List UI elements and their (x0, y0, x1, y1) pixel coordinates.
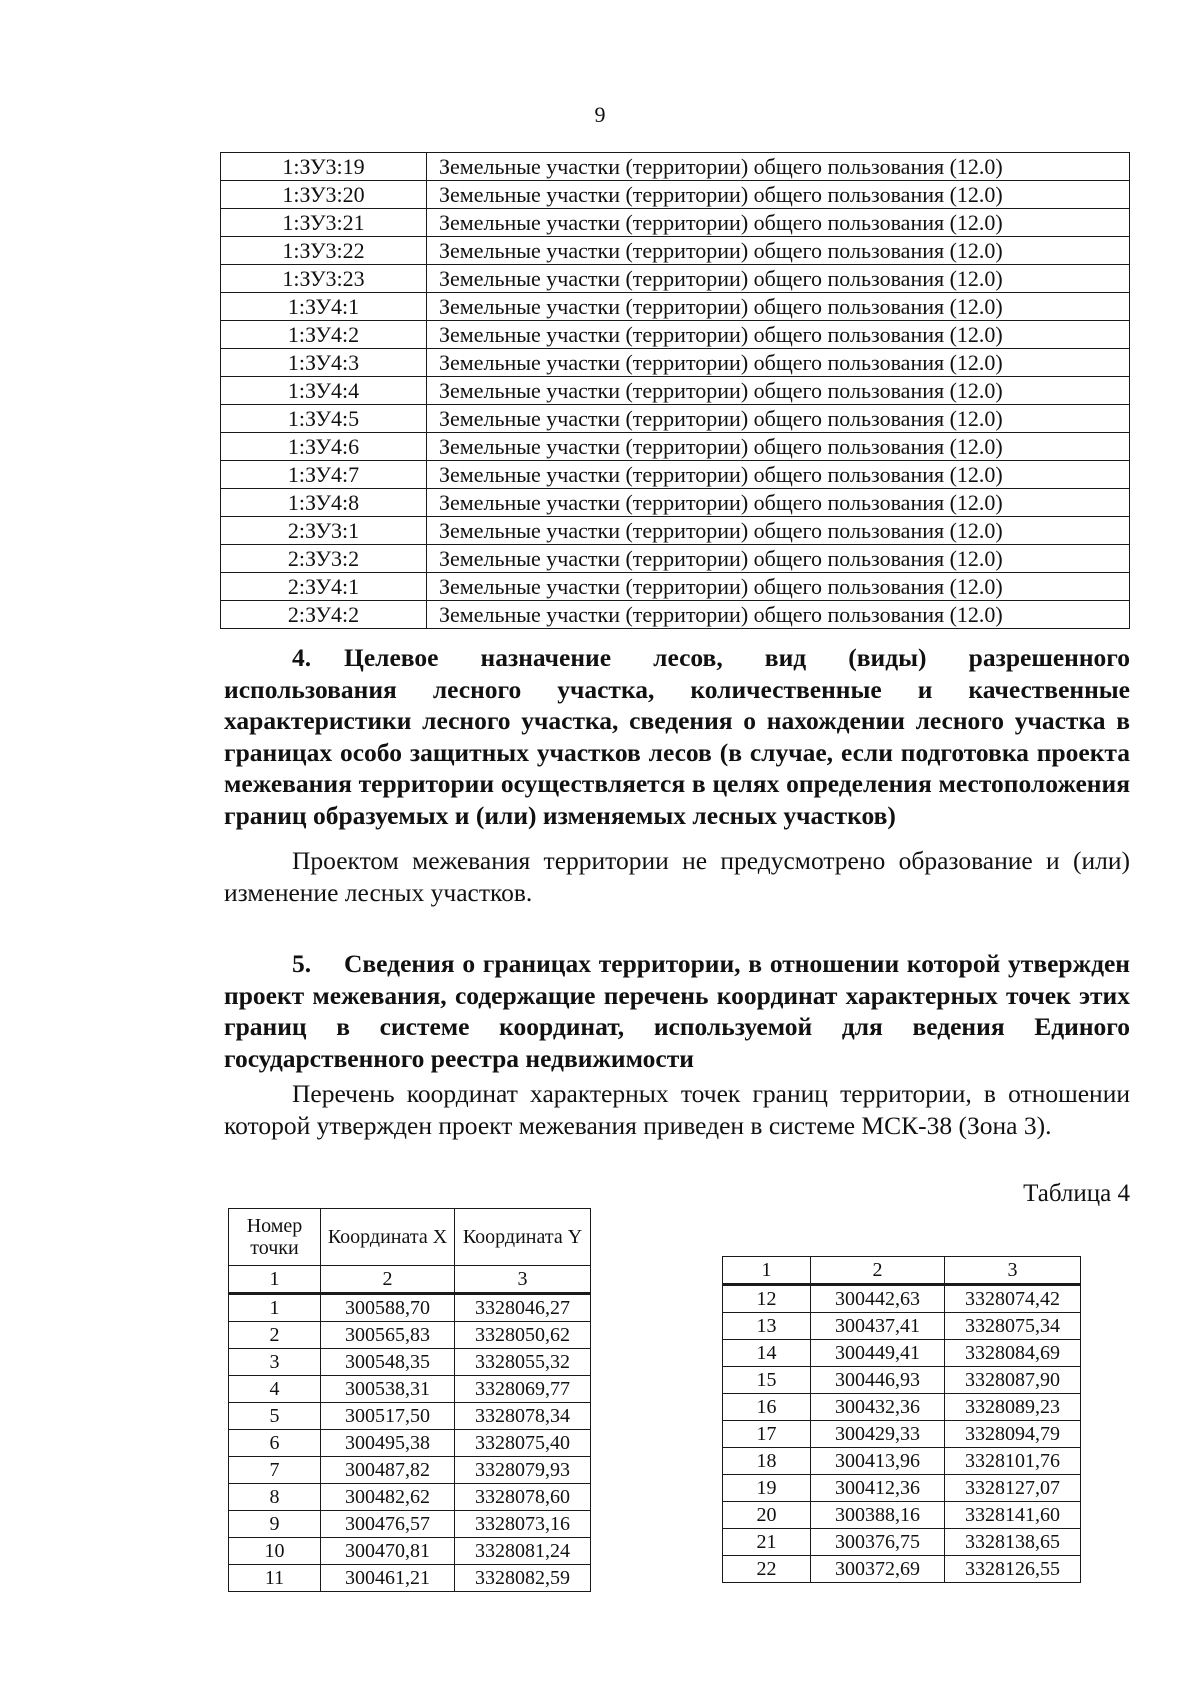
parcel-code: 1:ЗУ4:1 (221, 293, 427, 321)
parcel-code: 1:ЗУ4:7 (221, 461, 427, 489)
table-row (221, 433, 1130, 461)
parcel-code: 1:ЗУ4:2 (221, 321, 427, 349)
point-number: 2 (229, 1322, 321, 1349)
section-5-heading (224, 948, 1130, 1074)
parcel-use-description: Земельные участки (территории) общего пользования (12.0) (427, 377, 1130, 405)
table-row (221, 349, 1130, 377)
parcel-code: 1:ЗУ3:23 (221, 265, 427, 293)
coordinate-y: 3328079,93 (455, 1457, 591, 1484)
point-number: 6 (229, 1430, 321, 1457)
coordinate-y: 3328084,69 (945, 1340, 1081, 1367)
coordinate-y: 3328078,60 (455, 1484, 591, 1511)
coordinate-x: 300565,83 (321, 1322, 455, 1349)
point-number: 22 (723, 1556, 811, 1583)
point-number: 9 (229, 1511, 321, 1538)
coordinate-y: 3328074,42 (945, 1285, 1081, 1313)
coordinate-y: 3328055,32 (455, 1349, 591, 1376)
parcel-code: 2:ЗУ3:1 (221, 517, 427, 545)
point-number: 4 (229, 1376, 321, 1403)
point-number: 7 (229, 1457, 321, 1484)
parcel-use-description: Земельные участки (территории) общего пользования (12.0) (427, 153, 1130, 181)
coordinate-x: 300495,38 (321, 1430, 455, 1457)
section-5-number: 5. (292, 949, 312, 978)
parcel-code: 1:ЗУ3:20 (221, 181, 427, 209)
coordinate-y: 3328073,16 (455, 1511, 591, 1538)
table-row (229, 1565, 591, 1592)
table-row (229, 1294, 591, 1322)
coordinate-x: 300548,35 (321, 1349, 455, 1376)
table-4-caption: Таблица 4 (1023, 1180, 1130, 1207)
section-4-number: 4. (292, 643, 312, 672)
table-row (723, 1313, 1081, 1340)
point-number: 17 (723, 1421, 811, 1448)
parcel-use-description: Земельные участки (территории) общего пользования (12.0) (427, 209, 1130, 237)
coordinate-y: 3328138,65 (945, 1529, 1081, 1556)
table-row (723, 1556, 1081, 1583)
parcel-code: 1:ЗУ4:6 (221, 433, 427, 461)
parcel-code: 2:ЗУ4:2 (221, 601, 427, 629)
coordinate-x: 300482,62 (321, 1484, 455, 1511)
coordinate-x: 300446,93 (811, 1367, 945, 1394)
coordinates-table-right-body (723, 1257, 1081, 1583)
parcel-use-description: Земельные участки (территории) общего пользования (12.0) (427, 321, 1130, 349)
column-number: 1 (229, 1266, 321, 1294)
coordinate-x: 300538,31 (321, 1376, 455, 1403)
table-row (229, 1538, 591, 1565)
coordinate-y: 3328126,55 (945, 1556, 1081, 1583)
table-row (221, 489, 1130, 517)
coordinate-y: 3328075,34 (945, 1313, 1081, 1340)
coordinate-y: 3328075,40 (455, 1430, 591, 1457)
parcel-code: 1:ЗУ4:4 (221, 377, 427, 405)
header-coordinate-x: Координата X (321, 1209, 455, 1266)
parcel-use-description: Земельные участки (территории) общего пользования (12.0) (427, 405, 1130, 433)
point-number: 19 (723, 1475, 811, 1502)
table-row (229, 1376, 591, 1403)
section-4 (224, 642, 1130, 908)
parcel-use-description: Земельные участки (территории) общего пользования (12.0) (427, 461, 1130, 489)
coordinate-x: 300517,50 (321, 1403, 455, 1430)
coordinate-x: 300461,21 (321, 1565, 455, 1592)
section-5-text: Перечень координат характерных точек границ территории, в отношении которой утвержден проект межевания приведен в системе МСК-38 (Зона 3). (224, 1079, 1130, 1140)
point-number: 14 (723, 1340, 811, 1367)
coordinates-table-right (722, 1256, 1081, 1583)
land-use-table (220, 152, 1130, 629)
coordinate-x: 300470,81 (321, 1538, 455, 1565)
column-number: 3 (455, 1266, 591, 1294)
section-4-heading-text: Целевое назначение лесов, вид (виды) разрешенного использования лесного участка, количественные и качественные характеристики лесного участка, сведения о нахождении лесного участка в границах особо защитных участков лесов (в случае, если подготовка проекта межевания территории осуществляется в целях определения местоположения границ образуемых и (или) изменяемых лесных участков) (224, 643, 1130, 830)
point-number: 15 (723, 1367, 811, 1394)
table-row (221, 321, 1130, 349)
table-row (229, 1484, 591, 1511)
coordinate-y: 3328087,90 (945, 1367, 1081, 1394)
table-row (221, 181, 1130, 209)
table-row (723, 1475, 1081, 1502)
column-number-row (229, 1266, 591, 1294)
point-number: 3 (229, 1349, 321, 1376)
table-row (723, 1502, 1081, 1529)
parcel-code: 1:ЗУ3:19 (221, 153, 427, 181)
parcel-use-description: Земельные участки (территории) общего пользования (12.0) (427, 573, 1130, 601)
parcel-use-description: Земельные участки (территории) общего пользования (12.0) (427, 433, 1130, 461)
column-number: 2 (811, 1257, 945, 1285)
parcel-use-description: Земельные участки (территории) общего пользования (12.0) (427, 181, 1130, 209)
coordinate-x: 300588,70 (321, 1294, 455, 1322)
parcel-use-description: Земельные участки (территории) общего пользования (12.0) (427, 349, 1130, 377)
page-number: 9 (594, 102, 606, 127)
column-number: 2 (321, 1266, 455, 1294)
parcel-use-description: Земельные участки (территории) общего пользования (12.0) (427, 293, 1130, 321)
coordinate-y: 3328050,62 (455, 1322, 591, 1349)
parcel-code: 1:ЗУ4:8 (221, 489, 427, 517)
table-row (723, 1529, 1081, 1556)
parcel-use-description: Земельные участки (территории) общего пользования (12.0) (427, 601, 1130, 629)
table-row (229, 1322, 591, 1349)
point-number: 20 (723, 1502, 811, 1529)
table-row (221, 545, 1130, 573)
coordinate-x: 300372,69 (811, 1556, 945, 1583)
parcel-code: 1:ЗУ3:21 (221, 209, 427, 237)
table-row (723, 1394, 1081, 1421)
table-row (221, 405, 1130, 433)
coordinate-x: 300413,96 (811, 1448, 945, 1475)
table-row (723, 1421, 1081, 1448)
table-row (229, 1349, 591, 1376)
coordinate-y: 3328141,60 (945, 1502, 1081, 1529)
parcel-use-description: Земельные участки (территории) общего пользования (12.0) (427, 545, 1130, 573)
parcel-use-description: Земельные участки (территории) общего пользования (12.0) (427, 517, 1130, 545)
table-row (221, 265, 1130, 293)
point-number: 12 (723, 1285, 811, 1313)
coordinate-x: 300429,33 (811, 1421, 945, 1448)
table-row (229, 1457, 591, 1484)
coordinate-x: 300449,41 (811, 1340, 945, 1367)
point-number: 1 (229, 1294, 321, 1322)
coordinate-y: 3328046,27 (455, 1294, 591, 1322)
section-4-text: Проектом межевания территории не предусмотрено образование и (или) изменение лесных участков. (224, 846, 1130, 907)
table-row (221, 237, 1130, 265)
land-use-table-body (221, 153, 1130, 629)
table-row (221, 461, 1130, 489)
table-row (229, 1403, 591, 1430)
coordinate-y: 3328078,34 (455, 1403, 591, 1430)
section-5 (224, 948, 1130, 1141)
table-row (221, 209, 1130, 237)
coordinate-y: 3328127,07 (945, 1475, 1081, 1502)
coordinate-x: 300388,16 (811, 1502, 945, 1529)
coordinate-x: 300442,63 (811, 1285, 945, 1313)
table-row (221, 153, 1130, 181)
point-number: 18 (723, 1448, 811, 1475)
table-row (723, 1340, 1081, 1367)
table-row (221, 517, 1130, 545)
point-number: 5 (229, 1403, 321, 1430)
parcel-use-description: Земельные участки (территории) общего пользования (12.0) (427, 237, 1130, 265)
parcel-code: 1:ЗУ3:22 (221, 237, 427, 265)
coordinate-y: 3328094,79 (945, 1421, 1081, 1448)
parcel-use-description: Земельные участки (территории) общего пользования (12.0) (427, 265, 1130, 293)
table-row (221, 601, 1130, 629)
column-number-row (723, 1257, 1081, 1285)
section-5-heading-text: Сведения о границах территории, в отношении которой утвержден проект межевания, содержащие перечень координат характерных точек этих границ в системе координат, используемой для ведения Единого государственного реестра недвижимости (224, 949, 1130, 1073)
point-number: 21 (723, 1529, 811, 1556)
header-point-number: Номер точки (229, 1209, 321, 1266)
parcel-code: 1:ЗУ4:3 (221, 349, 427, 377)
section-4-heading (224, 642, 1130, 831)
coordinate-y: 3328082,59 (455, 1565, 591, 1592)
column-number: 3 (945, 1257, 1081, 1285)
table-row (723, 1448, 1081, 1475)
table-row (229, 1511, 591, 1538)
coordinate-x: 300412,36 (811, 1475, 945, 1502)
coordinate-y: 3328069,77 (455, 1376, 591, 1403)
point-number: 11 (229, 1565, 321, 1592)
coordinate-x: 300432,36 (811, 1394, 945, 1421)
parcel-use-description: Земельные участки (территории) общего пользования (12.0) (427, 489, 1130, 517)
point-number: 16 (723, 1394, 811, 1421)
table-row (221, 573, 1130, 601)
parcel-code: 2:ЗУ3:2 (221, 545, 427, 573)
column-number: 1 (723, 1257, 811, 1285)
coordinate-x: 300376,75 (811, 1529, 945, 1556)
point-number: 10 (229, 1538, 321, 1565)
table-row (229, 1430, 591, 1457)
header-coordinate-y: Координата Y (455, 1209, 591, 1266)
coordinate-y: 3328089,23 (945, 1394, 1081, 1421)
coordinate-y: 3328081,24 (455, 1538, 591, 1565)
coordinates-table-left (228, 1208, 591, 1592)
table-row (221, 293, 1130, 321)
coordinates-table-header (229, 1209, 591, 1266)
point-number: 13 (723, 1313, 811, 1340)
coordinates-table-left-body (229, 1266, 591, 1592)
coordinate-x: 300487,82 (321, 1457, 455, 1484)
point-number: 8 (229, 1484, 321, 1511)
coordinate-y: 3328101,76 (945, 1448, 1081, 1475)
table-row (723, 1285, 1081, 1313)
parcel-code: 2:ЗУ4:1 (221, 573, 427, 601)
table-row (723, 1367, 1081, 1394)
table-row (221, 377, 1130, 405)
coordinate-x: 300476,57 (321, 1511, 455, 1538)
parcel-code: 1:ЗУ4:5 (221, 405, 427, 433)
coordinate-x: 300437,41 (811, 1313, 945, 1340)
